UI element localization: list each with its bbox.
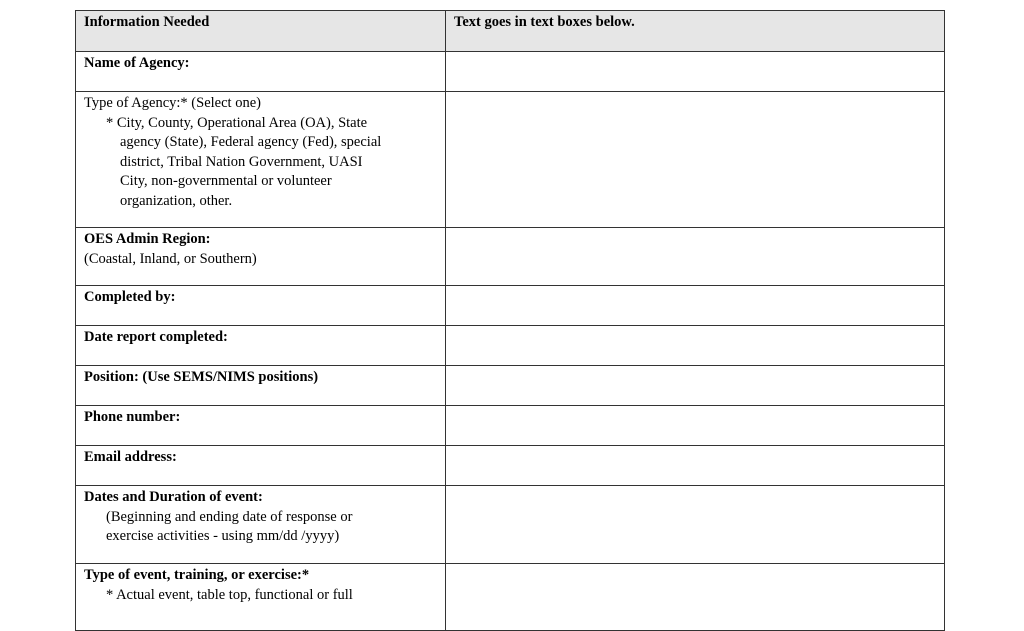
row-position — [76, 366, 945, 406]
label-email-address: Email address: — [84, 449, 177, 465]
input-oes-admin-region[interactable] — [446, 228, 945, 286]
agency-type-options-line-3: district, Tribal Nation Government, UASI — [120, 153, 363, 170]
row-type-of-event — [76, 564, 945, 631]
agency-type-options-line-2: agency (State), Federal agency (Fed), special — [120, 134, 382, 150]
label-cell — [76, 486, 446, 564]
input-date-report-completed[interactable] — [446, 326, 945, 366]
label-name-of-agency: Name of Agency: — [84, 55, 190, 71]
information-form-table — [75, 10, 945, 631]
event-type-options-line-1: * Actual event, table top, functional or full — [106, 586, 353, 603]
agency-type-options-line-5: organization, other. — [120, 192, 233, 209]
dates-note-line-1: (Beginning and ending date of response or — [106, 508, 353, 525]
input-position[interactable] — [446, 366, 945, 406]
label-position: Position: (Use SEMS/NIMS positions) — [84, 369, 319, 385]
row-name-of-agency — [76, 52, 945, 92]
label-oes-admin-region: OES Admin Region: — [84, 231, 211, 247]
input-email-address[interactable] — [446, 446, 945, 486]
label-cell — [76, 446, 446, 486]
row-date-report-completed — [76, 326, 945, 366]
label-phone-number: Phone number: — [84, 409, 181, 425]
input-phone-number[interactable] — [446, 406, 945, 446]
label-cell — [76, 52, 446, 92]
oes-region-note: (Coastal, Inland, or Southern) — [84, 250, 257, 267]
label-cell — [76, 366, 446, 406]
row-oes-admin-region — [76, 228, 945, 286]
label-type-of-event: Type of event, training, or exercise:* — [84, 567, 310, 583]
input-type-of-agency[interactable] — [446, 92, 945, 228]
label-date-report-completed: Date report completed: — [84, 329, 228, 345]
row-type-of-agency — [76, 92, 945, 228]
input-completed-by[interactable] — [446, 286, 945, 326]
label-completed-by: Completed by: — [84, 289, 176, 305]
agency-type-options-line-1: * City, County, Operational Area (OA), State — [106, 114, 368, 131]
table-header-row — [76, 11, 945, 52]
label-cell — [76, 286, 446, 326]
header-text-goes-in-boxes: Text goes in text boxes below. — [446, 11, 945, 52]
agency-type-options-line-4: City, non-governmental or volunteer — [120, 173, 332, 189]
label-cell — [76, 228, 446, 286]
input-dates-duration[interactable] — [446, 486, 945, 564]
header-information-needed: Information Needed — [76, 11, 446, 52]
input-name-of-agency[interactable] — [446, 52, 945, 92]
input-type-of-event[interactable] — [446, 564, 945, 631]
row-completed-by — [76, 286, 945, 326]
label-cell — [76, 564, 446, 631]
row-dates-duration — [76, 486, 945, 564]
label-type-of-agency: Type of Agency:* (Select one) — [84, 95, 261, 111]
dates-note-line-2: exercise activities - using mm/dd /yyyy) — [106, 528, 340, 544]
row-phone-number — [76, 406, 945, 446]
row-email-address — [76, 446, 945, 486]
label-cell — [76, 406, 446, 446]
label-cell — [76, 92, 446, 228]
label-dates-duration: Dates and Duration of event: — [84, 489, 263, 505]
label-cell — [76, 326, 446, 366]
